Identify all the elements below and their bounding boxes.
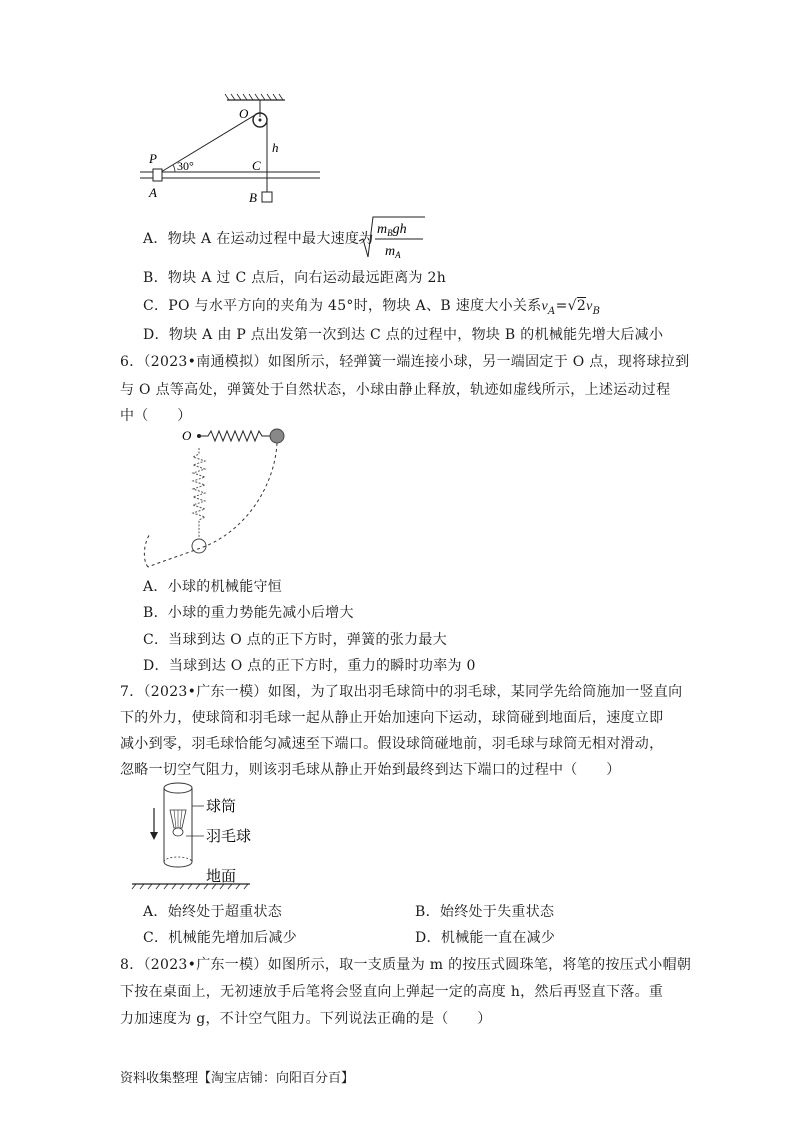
q7-stem-4: 忽略一切空气阻力，则该羽毛球从静止开始到最终到达下端口的过程中（ ） bbox=[120, 762, 621, 778]
q5-option-a-formula bbox=[357, 215, 427, 261]
q6-option-d: D．当球到达 O 点的正下方时，重力的瞬时功率为 0 bbox=[143, 658, 476, 674]
label-B: B bbox=[249, 190, 257, 205]
label-O: O bbox=[239, 106, 249, 121]
q5-option-b: B．物块 A 过 C 点后，向右运动最远距离为 2h bbox=[143, 270, 447, 286]
q8-stem-3: 力加速度为 g，不计空气阻力。下列说法正确的是（ ） bbox=[120, 1011, 492, 1027]
q5-option-c: C．PO 与水平方向的夹角为 45°时，物块 A、B 速度大小关系$v_A=√2v_B$ bbox=[143, 298, 601, 317]
q7-option-b: B．始终处于失重状态 bbox=[415, 904, 555, 920]
q7-option-c: C．机械能先增加后减少 bbox=[143, 930, 298, 946]
footer-text: 资料收集整理【淘宝店铺：向阳百分百】 bbox=[120, 1071, 355, 1086]
q6-stem-1: 6．（2023•南通模拟）如图所示，轻弹簧一端连接小球，另一端固定于 O 点，现将球拉到 bbox=[120, 354, 690, 370]
q7-stem-2: 下的外力，使球筒和羽毛球一起从静止开始加速向下运动，球筒碰到地面后，速度立即 bbox=[120, 710, 664, 726]
label-h: h bbox=[272, 140, 279, 155]
label-ground: 地面 bbox=[206, 869, 237, 885]
q7-option-d: D．机械能一直在减少 bbox=[415, 930, 556, 946]
label-O-q6: O bbox=[182, 428, 192, 443]
q7-option-a: A．始终处于超重状态 bbox=[143, 904, 283, 920]
q6-option-a: A．小球的机械能守恒 bbox=[143, 579, 283, 595]
q6-option-c: C．当球到达 O 点的正下方时，弹簧的张力最大 bbox=[143, 632, 447, 648]
q8-stem-1: 8．（2023•广东一模）如图所示，取一支质量为 m 的按压式圆珠笔，将笔的按压式小帽朝 bbox=[120, 957, 692, 973]
q5-option-d: D．物块 A 由 P 点出发第一次到达 C 点的过程中，物块 B 的机械能先增大后减小 bbox=[143, 327, 664, 343]
q5-option-a: A．物块 A 在运动过程中最大速度为 bbox=[143, 231, 374, 247]
q7-stem-1: 7．（2023•广东一模）如图，为了取出羽毛球筒中的羽毛球，某同学先给筒施加一竖直向 bbox=[120, 684, 683, 700]
label-A: A bbox=[149, 185, 157, 200]
q6-stem-3: 中（ ） bbox=[120, 408, 192, 424]
label-P: P bbox=[149, 151, 157, 166]
label-C: C bbox=[252, 158, 261, 173]
svg-text:mBgh: $m_Bgh$ bbox=[377, 222, 407, 238]
q6-stem-2: 与 O 点等高处，弹簧处于自然状态，小球由静止释放，轨迹如虚线所示，上述运动过程 bbox=[120, 382, 671, 398]
q7-stem-3: 减小到零，羽毛球恰能匀减速至下端口。假设球筒碰地前，羽毛球与球筒无相对滑动， bbox=[120, 736, 664, 752]
label-shuttle: 羽毛球 bbox=[206, 829, 252, 845]
spring-figure bbox=[140, 422, 300, 572]
svg-text:mA: $m_A$ bbox=[385, 244, 401, 260]
label-tube: 球筒 bbox=[206, 799, 237, 815]
q8-stem-2: 下按在桌面上，无初速放手后笔将会竖直向上弹起一定的高度 h，然后再竖直下落。重 bbox=[120, 984, 664, 1000]
shuttlecock-tube-figure bbox=[130, 780, 290, 890]
q6-option-b: B．小球的重力势能先减小后增大 bbox=[143, 605, 354, 621]
label-angle: 30° bbox=[177, 159, 194, 173]
pulley-figure bbox=[135, 92, 335, 207]
